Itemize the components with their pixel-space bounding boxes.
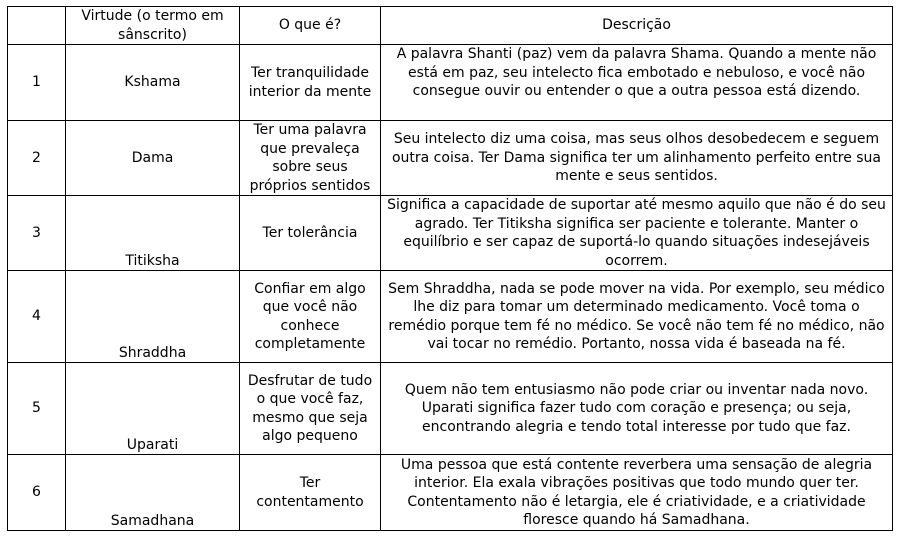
- row-number: 6: [8, 455, 66, 531]
- row-description: Quem não tem entusiasmo não pode criar ou inventar nada novo. Uparati significa fazer tudo com coração e presença; ou seja, encontrando alegria e tendo total interesse por tudo que faz.: [381, 363, 893, 455]
- virtues-table: [7, 6, 893, 531]
- header-what: O que é?: [240, 7, 381, 45]
- row-what: Ter tranquilidade interior da mente: [240, 45, 381, 121]
- table-header-row: [8, 7, 893, 45]
- row-virtue: Dama: [66, 121, 240, 196]
- row-description: A palavra Shanti (paz) vem da palavra Shama. Quando a mente não está em paz, seu intelecto fica embotado e nebuloso, e você não consegue ouvir ou entender o que a outra pessoa está dizendo.: [381, 45, 893, 121]
- row-what: Ter contentamento: [240, 455, 381, 531]
- row-virtue: Samadhana: [66, 455, 240, 531]
- table-row: [8, 121, 893, 196]
- row-what: Ter tolerância: [240, 196, 381, 271]
- row-what: Confiar em algo que você não conhece completamente: [240, 271, 381, 363]
- table-row: [8, 45, 893, 121]
- row-description: Uma pessoa que está contente reverbera uma sensação de alegria interior. Ela exala vibrações positivas que todo mundo quer ter. Contentamento não é letargia, ele é criatividade, e a criatividade floresce quando há Samadhana.: [381, 455, 893, 531]
- header-virtue: Virtude (o termo em sânscrito): [66, 7, 240, 45]
- row-number: 1: [8, 45, 66, 121]
- row-description: Sem Shraddha, nada se pode mover na vida. Por exemplo, seu médico lhe diz para tomar um determinado medicamento. Você toma o remédio porque tem fé no médico. Se você não tem fé no médico, não vai tocar no remédio. Portanto, nossa vida é baseada na fé.: [381, 271, 893, 363]
- row-virtue: Kshama: [66, 45, 240, 121]
- table-row: [8, 196, 893, 271]
- row-number: 4: [8, 271, 66, 363]
- row-number: 3: [8, 196, 66, 271]
- table-row: [8, 455, 893, 531]
- row-description: Seu intelecto diz uma coisa, mas seus olhos desobedecem e seguem outra coisa. Ter Dama significa ter um alinhamento perfeito entre sua mente e seus sentidos.: [381, 121, 893, 196]
- row-virtue: Shraddha: [66, 271, 240, 363]
- row-description: Significa a capacidade de suportar até mesmo aquilo que não é do seu agrado. Ter Titiksha significa ser paciente e tolerante. Manter o equilíbrio e ser capaz de suportá-lo quando situações indesejáveis ocorrem.: [381, 196, 893, 271]
- header-description: Descrição: [381, 7, 893, 45]
- row-virtue: Titiksha: [66, 196, 240, 271]
- row-what: Ter uma palavra que prevaleça sobre seus próprios sentidos: [240, 121, 381, 196]
- row-what: Desfrutar de tudo o que você faz, mesmo que seja algo pequeno: [240, 363, 381, 455]
- table-row: [8, 363, 893, 455]
- row-number: 2: [8, 121, 66, 196]
- row-virtue: Uparati: [66, 363, 240, 455]
- table-row: [8, 271, 893, 363]
- header-number: [8, 7, 66, 45]
- row-number: 5: [8, 363, 66, 455]
